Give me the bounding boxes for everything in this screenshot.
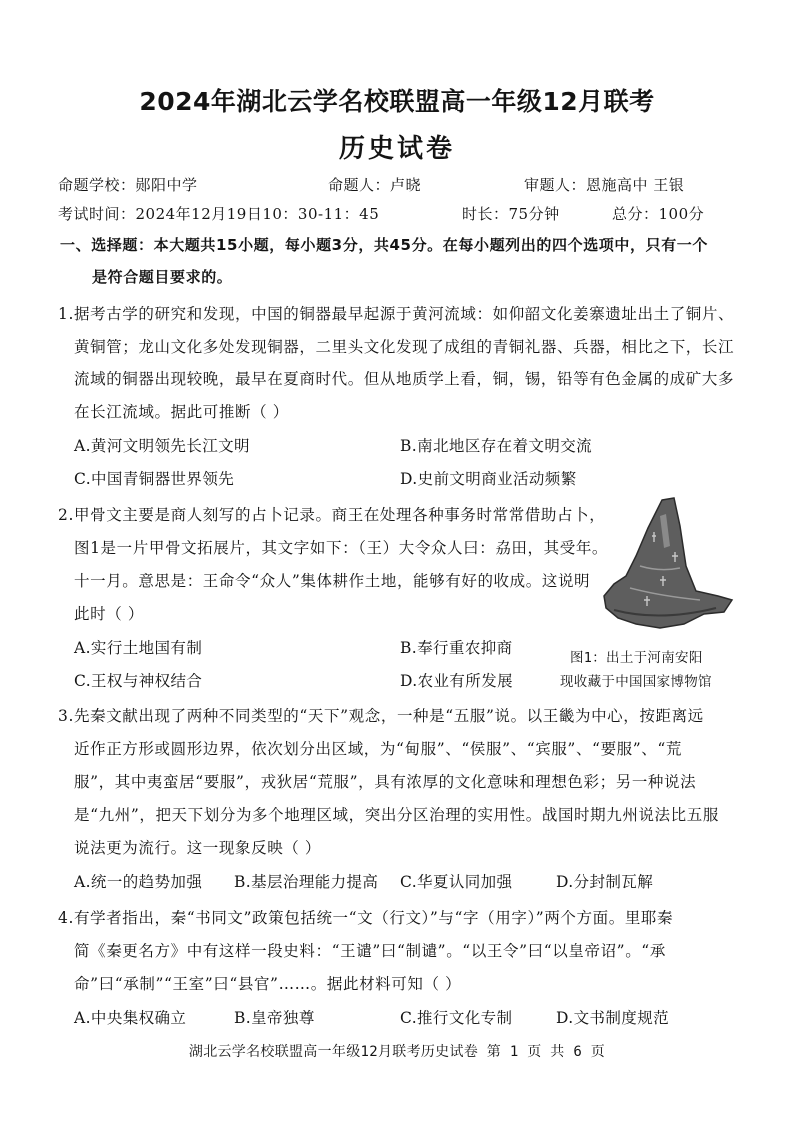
q4-text-line: 4.有学者指出，秦“书同文”政策包括统一“文（行文）”与“字（用字）”两个方面。里耶秦 — [58, 909, 674, 927]
q2-text-line: 此时（ ） — [74, 605, 144, 623]
q2-text-line: 2.甲骨文主要是商人刻写的占卜记录。商王在处理各种事务时常常借助占卜， — [58, 506, 606, 524]
q3-option-d: D.分封制瓦解 — [556, 873, 654, 891]
q2-text-line: 十一月。意思是：王命令“众人”集体耕作土地，能够有好的收成。这说明 — [74, 572, 591, 590]
q4-option-c: C.推行文化专制 — [400, 1009, 513, 1027]
exam-subtitle: 历史试卷 — [338, 134, 455, 164]
meta-total: 总分：100分 — [612, 205, 705, 223]
q3-option-c: C.华夏认同加强 — [400, 873, 513, 891]
q3-option-a: A.统一的趋势加强 — [74, 873, 203, 891]
q4-text-line: 命”曰“承制”“王室”曰“县官”……。据此材料可知（ ） — [74, 975, 462, 993]
q3-option-b: B.基层治理能力提高 — [234, 873, 379, 891]
section-heading-cont: 是符合题目要求的。 — [92, 268, 233, 286]
q3-text-line: 3.先秦文献出现了两种不同类型的“天下”观念，一种是“五服”说。以王畿为中心，按距离远 — [58, 707, 704, 725]
meta-exam-time: 考试时间：2024年12月19日10：30-11：45 — [58, 205, 380, 223]
page-footer: 湖北云学名校联盟高一年级12月联考历史试卷 第 1 页 共 6 页 — [188, 1044, 606, 1060]
q4-option-d: D.文书制度规范 — [556, 1009, 670, 1027]
q3-text-line: 近作正方形或圆形边界，依次划分出区域，为“甸服”、“侯服”、“宾服”、“要服”、“荒 — [74, 740, 683, 758]
q1-option-b: B.南北地区存在着文明交流 — [400, 437, 593, 455]
q1-option-a: A.黄河文明领先长江文明 — [74, 437, 250, 455]
q1-text-line: 流域的铜器出现较晚，最早在夏商时代。但从地质学上看，铜，锡，铅等有色金属的成矿大多 — [74, 370, 735, 388]
figure-caption-line1: 图1：出土于河南安阳 — [570, 650, 703, 666]
q1-option-c: C.中国青铜器世界领先 — [74, 470, 235, 488]
q4-text-line: 简《秦更名方》中有这样一段史料：“王谴”曰“制谴”。“以王令”曰“以皇帝诏”。“承 — [74, 942, 666, 960]
q1-text-line: 在长江流域。据此可推断（ ） — [74, 403, 289, 421]
oracle-bone-image — [600, 496, 740, 641]
q2-option-c: C.王权与神权结合 — [74, 672, 203, 690]
q1-text-line: 黄铜管；龙山文化多处发现铜器，二里头文化发现了成组的青铜礼器、兵器，相比之下，长江 — [74, 338, 735, 356]
figure-caption-line2: 现收藏于中国国家博物馆 — [560, 674, 712, 690]
q4-option-b: B.皇帝独尊 — [234, 1009, 315, 1027]
q3-text-line: 说法更为流行。这一现象反映（ ） — [74, 839, 322, 857]
meta-school: 命题学校：郧阳中学 — [58, 176, 198, 194]
q2-text-line: 图1是一片甲骨文拓展片，其文字如下：（王）大令众人曰：劦田，其受年。 — [74, 539, 609, 557]
meta-setter: 命题人：卢晓 — [328, 176, 422, 194]
q1-option-d: D.史前文明商业活动频繁 — [400, 470, 577, 488]
q2-option-a: A.实行土地国有制 — [74, 639, 203, 657]
meta-reviewer: 审题人：恩施高中 王银 — [524, 176, 685, 194]
exam-title: 2024年湖北云学名校联盟高一年级12月联考 — [139, 87, 655, 116]
q2-option-b: B.奉行重农抑商 — [400, 639, 513, 657]
meta-duration: 时长：75分钟 — [462, 205, 560, 223]
q2-option-d: D.农业有所发展 — [400, 672, 514, 690]
q4-option-a: A.中央集权确立 — [74, 1009, 187, 1027]
q3-text-line: 是“九州”，把天下划分为多个地理区域，突出分区治理的实用性。战国时期九州说法比五服 — [74, 806, 719, 824]
q3-text-line: 服”，其中夷蛮居“要服”，戎狄居“荒服”，具有浓厚的文化意味和理想色彩；另一种说法 — [74, 773, 697, 791]
q1-text-line: 1.据考古学的研究和发现，中国的铜器最早起源于黄河流域：如仰韶文化姜寨遗址出土了铜片、 — [58, 305, 735, 323]
section-heading: 一、选择题：本大题共15小题，每小题3分，共45分。在每小题列出的四个选项中，只有一个 — [60, 236, 708, 254]
